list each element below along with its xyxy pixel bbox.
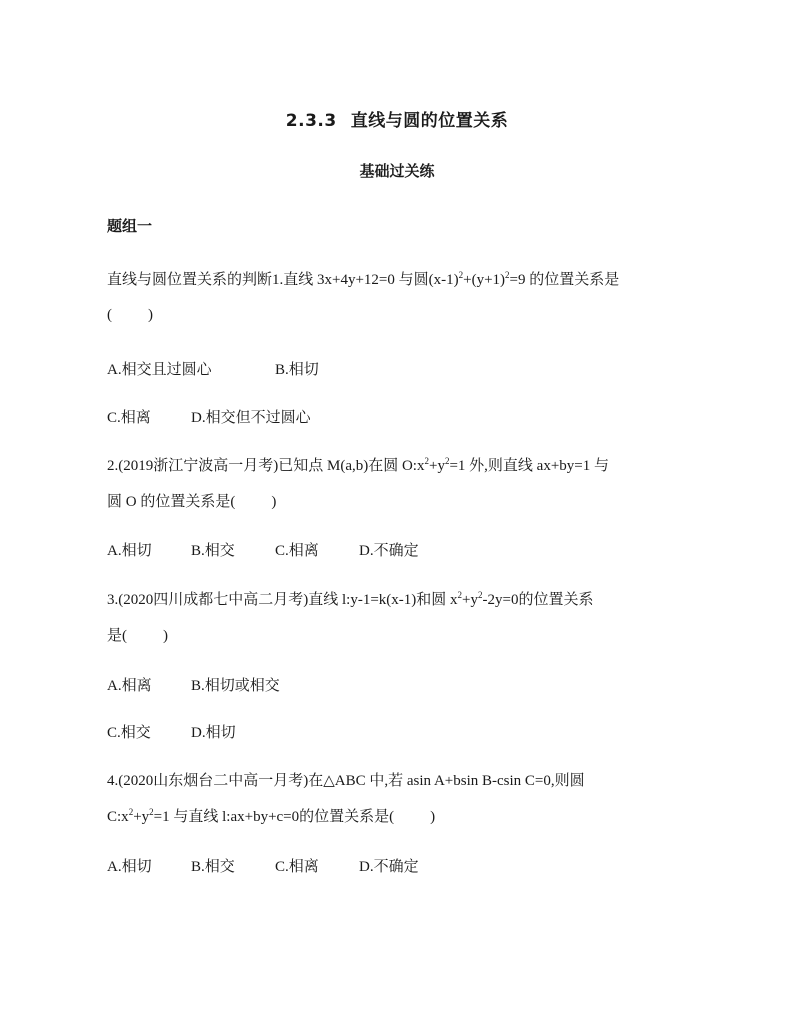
q1-line1: 直线与圆位置关系的判断1.直线 3x+4y+12=0 与圆$(x-1)^2+(y+1)^2=9$ 的位置关系是 (107, 270, 620, 288)
q3-line2: 是( ) (107, 628, 168, 644)
q1-option-c: C.相离 (107, 410, 151, 426)
q2-option-d: D.不确定 (359, 543, 419, 559)
q2-line2: 圆 O 的位置关系是( ) (107, 494, 277, 510)
q3-options-row1 (107, 676, 280, 696)
q1-options-row1 (107, 360, 319, 380)
q1-line2: ( ) (107, 307, 153, 323)
q4-option-b: B.相交 (191, 859, 235, 875)
subtitle: 基础过关练 (359, 162, 435, 180)
section-title-text: 直线与圆的位置关系 (350, 111, 509, 131)
q4-option-d: D.不确定 (359, 859, 419, 875)
q3-option-a: A.相离 (107, 678, 152, 694)
q1-option-b: B.相切 (275, 362, 319, 378)
q2-options (107, 541, 419, 561)
group-heading: 题组一 (107, 217, 153, 235)
q1-option-a: A.相交且过圆心 (107, 362, 212, 378)
q4-option-c: C.相离 (275, 859, 319, 875)
q2-option-b: B.相交 (191, 543, 235, 559)
q3-option-b: B.相切或相交 (191, 678, 280, 694)
q2-option-a: A.相切 (107, 543, 152, 559)
q1-option-d: D.相交但不过圆心 (191, 410, 311, 426)
section-number: 2.3.3 (285, 111, 337, 131)
q3-options-row2 (107, 723, 236, 743)
q4-line1: 4.(2020山东烟台二中高一月考)在△ABC 中,若 asin A+bsin B-csin C=0,则圆 (107, 773, 585, 789)
q4-line2: $C:x^2+y^2=1$ 与直线 l:ax+by+c=0的位置关系是( ) (107, 807, 436, 825)
q3-line1: 3.(2020四川成都七中高二月考)直线 l:y-1=k(x-1)和圆 $x^2+y^2-2y=0$的位置关系 (107, 590, 594, 608)
q2-line1: 2.(2019浙江宁波高一月考)已知点 M(a,b)在圆 $O:x^2+y^2=1$ 外,则直线 ax+by=1 与 (107, 456, 609, 474)
q3-option-c: C.相交 (107, 725, 151, 741)
q4-option-a: A.相切 (107, 859, 152, 875)
q3-option-d: D.相切 (191, 725, 236, 741)
q1-options-row2 (107, 408, 311, 428)
section-title (0, 106, 794, 131)
q4-options (107, 857, 419, 877)
q2-option-c: C.相离 (275, 543, 319, 559)
